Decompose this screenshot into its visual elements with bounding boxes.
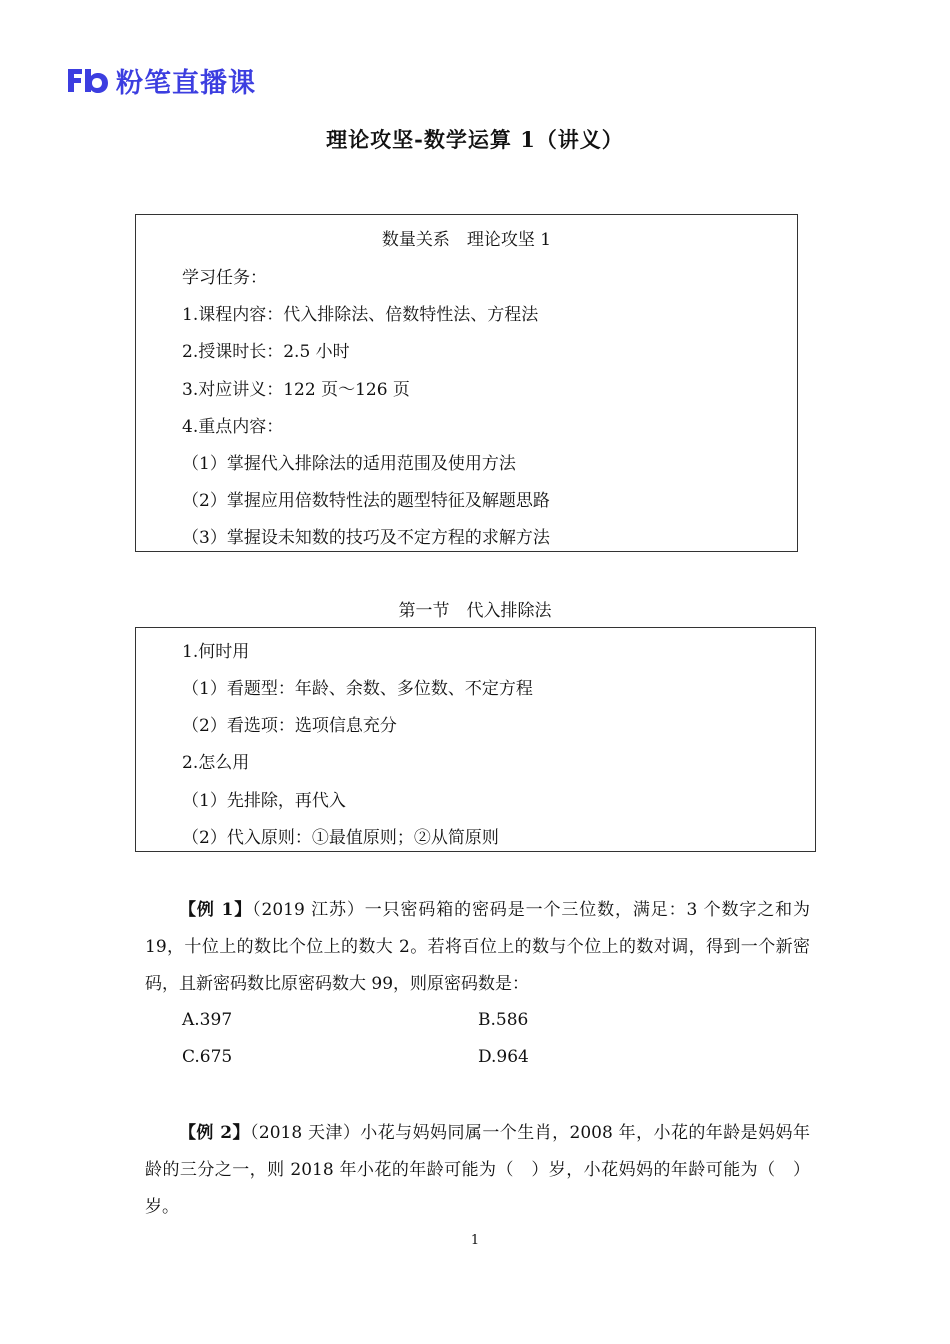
page-number: 1	[470, 1233, 480, 1248]
box-line: （1）看题型：年龄、余数、多位数、不定方程	[182, 679, 533, 699]
box-line: （3）掌握设未知数的技巧及不定方程的求解方法	[182, 528, 550, 548]
box-line: 2.怎么用	[182, 753, 250, 773]
box-line: （1）掌握代入排除法的适用范围及使用方法	[182, 454, 516, 474]
logo-text: 粉笔直播课	[116, 67, 256, 99]
brand-logo	[66, 62, 256, 98]
example-2	[145, 1115, 810, 1226]
box-heading: 数量关系 理论攻坚 1	[381, 230, 552, 250]
box-line: 4.重点内容：	[182, 417, 284, 437]
option-d: D.964	[478, 1047, 529, 1067]
option-a: A.397	[182, 1010, 233, 1030]
box-line: 2.授课时长：2.5 小时	[182, 342, 350, 362]
box-line: （2）看选项：选项信息充分	[182, 716, 397, 736]
example-text: （2018 天津）小花与妈妈同属一个生肖，2008 年，小花的年龄是妈妈年龄的三分之一，则 2018 年小花的年龄可能为（ ）岁，小花妈妈的年龄可能为（ ）岁。	[145, 1123, 810, 1217]
example-1	[145, 892, 810, 1003]
document-title: 理论攻坚-数学运算 1（讲义）	[326, 127, 624, 152]
fb-logo-icon	[66, 65, 110, 95]
box-line: 1.何时用	[182, 642, 250, 662]
box-line: （1）先排除，再代入	[182, 791, 346, 811]
learning-task-box	[135, 214, 798, 552]
example-tag: 【例 2】	[179, 1123, 250, 1143]
box-line: （2）代入原则：①最值原则；②从简原则	[182, 828, 499, 848]
option-b: B.586	[478, 1010, 529, 1030]
box-line: 1.课程内容：代入排除法、倍数特性法、方程法	[182, 305, 539, 325]
example-text: （2019 江苏）一只密码箱的密码是一个三位数，满足：3 个数字之和为 19，十位上的数比个位上的数大 2。若将百位上的数与个位上的数对调，得到一个新密码，且新密码数比原密码数大 99，则原密码数是：	[145, 900, 810, 994]
example-tag: 【例 1】	[179, 900, 253, 920]
option-c: C.675	[182, 1047, 233, 1067]
method-box	[135, 627, 816, 852]
box-line: 学习任务：	[182, 268, 267, 288]
box-line: 3.对应讲义：122 页～126 页	[182, 380, 410, 400]
box-line: （2）掌握应用倍数特性法的题型特征及解题思路	[182, 491, 550, 511]
section-title: 第一节 代入排除法	[398, 601, 552, 621]
